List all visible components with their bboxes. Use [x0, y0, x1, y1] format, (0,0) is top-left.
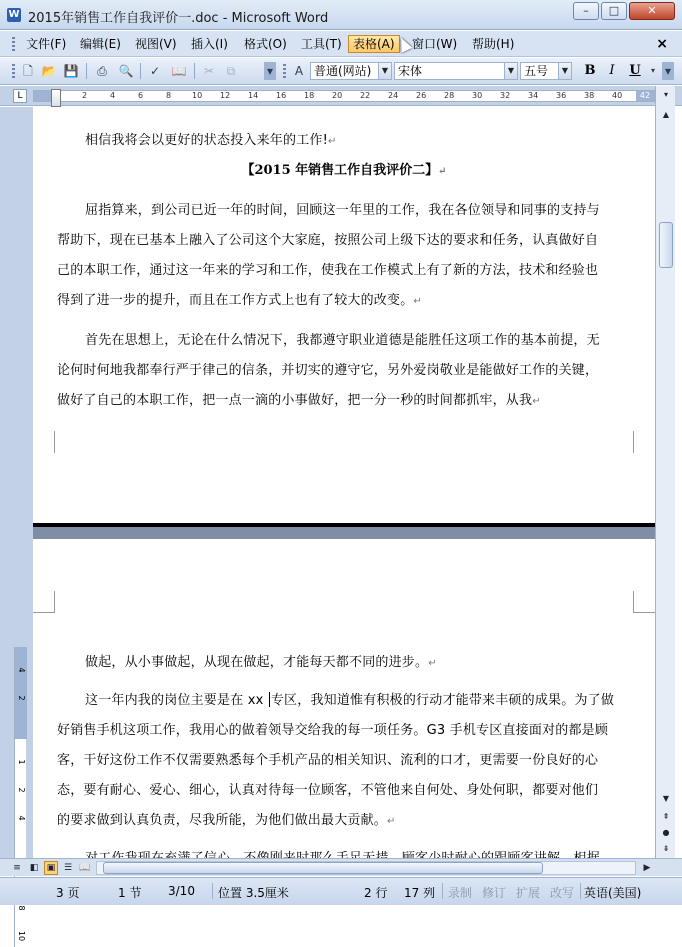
ruler-tick: 30	[472, 91, 483, 100]
status-bar	[0, 877, 682, 905]
ruler-tick: 4	[110, 91, 116, 100]
styles-formatting-icon[interactable]: A	[294, 64, 304, 78]
menu-file[interactable]: 文件(F)	[26, 37, 67, 51]
status-separator	[442, 883, 443, 899]
menu-tools[interactable]: 工具(T)	[301, 37, 342, 51]
save-icon[interactable]: 💾	[63, 64, 79, 78]
status-position: 位置 3.5厘米	[218, 886, 289, 900]
chevron-down-icon[interactable]: ▼	[558, 63, 571, 79]
page-gap	[33, 527, 655, 539]
text-line: 好销售手机这项工作，我用心的做着领导交给我的每一项任务。G3 手机专区直接面对的都是顾	[57, 723, 609, 738]
document-page[interactable]	[33, 107, 655, 523]
ruler-tick: 20	[332, 91, 343, 100]
ruler-tick: 28	[444, 91, 455, 100]
menu-view[interactable]: 视图(V)	[135, 37, 177, 51]
status-separator	[212, 883, 213, 899]
outline-view-icon[interactable]: ☰	[63, 863, 73, 873]
scroll-down-icon[interactable]: ▼	[662, 794, 670, 803]
text-line: 相信我将会以更好的状态投入来年的工作!↵	[85, 133, 337, 148]
spelling-icon[interactable]: ✓	[149, 64, 161, 78]
chevron-down-icon[interactable]: ▼	[504, 63, 517, 79]
horizontal-scroll-thumb[interactable]	[103, 862, 543, 874]
status-language[interactable]: 英语(美国)	[584, 886, 642, 900]
text-caret	[269, 692, 270, 707]
style-select[interactable]	[310, 62, 392, 80]
browse-object-icon[interactable]: ●	[662, 828, 670, 837]
close-window-button[interactable]: ✕	[629, 2, 675, 20]
menu-format[interactable]: 格式(O)	[244, 37, 287, 51]
chevron-down-icon[interactable]: ▾	[650, 66, 655, 75]
status-record[interactable]: 录制	[448, 886, 473, 900]
vruler-tick: 8	[17, 905, 26, 911]
toolbar	[0, 58, 682, 85]
status-column: 17 列	[404, 886, 436, 900]
vruler-tick: 2	[17, 787, 26, 793]
menu-table[interactable]: 表格(A)	[348, 35, 400, 53]
vertical-scrollbar[interactable]	[655, 86, 675, 858]
ruler-tick: 10	[192, 91, 203, 100]
scroll-thumb[interactable]	[659, 222, 673, 268]
text-line: 论何时何地我都奉行严于律己的信条，并切实的遵守它，另外爱岗敬业是能做好工作的关键，	[57, 363, 599, 378]
style-select-value: 普通(网站)	[314, 64, 372, 78]
scroll-up-icon[interactable]: ▲	[662, 110, 670, 119]
horizontal-scrollbar[interactable]	[96, 861, 636, 875]
ruler-tick: 38	[584, 91, 595, 100]
chevron-down-icon[interactable]: ▼	[378, 63, 391, 79]
cut-icon[interactable]: ✂	[203, 64, 215, 78]
horizontal-ruler[interactable]	[33, 90, 655, 102]
status-page: 3 页	[56, 886, 80, 900]
toolbar-options-icon[interactable]: ▾	[662, 62, 674, 80]
ruler-right-margin: 42	[636, 91, 654, 101]
ruler-tick: 16	[276, 91, 287, 100]
web-layout-icon[interactable]: ◧	[29, 863, 39, 873]
italic-button[interactable]: I	[609, 63, 615, 78]
indent-marker-handle[interactable]	[51, 89, 61, 107]
font-size-value: 五号	[524, 64, 549, 78]
status-line: 2 行	[364, 886, 388, 900]
horizontal-ruler-bar	[0, 86, 682, 106]
vruler-tick: 4	[17, 667, 26, 673]
text-line: 这一年内我的岗位主要是在 xx 专区，我知道惟有积极的行动才能带来丰硕的成果。为了做	[85, 693, 615, 708]
normal-view-icon[interactable]: ≡	[13, 863, 21, 873]
ruler-tick: 14	[248, 91, 259, 100]
left-margin-strip	[0, 107, 33, 942]
status-page-count: 3/10	[168, 884, 195, 898]
text-line: 己的本职工作，通过这一年来的学习和工作，使我在工作模式上有了新的方法，技术和经验也	[57, 263, 599, 278]
ruler-tick: 2	[82, 91, 88, 100]
section-heading: 【2015 年销售工作自我评价二】↵	[241, 163, 447, 178]
vruler-tick: 10	[17, 930, 26, 942]
ruler-tick: 32	[500, 91, 511, 100]
ruler-tick: 24	[388, 91, 399, 100]
scroll-right-icon[interactable]: ▶	[643, 863, 651, 873]
ruler-tick: 12	[220, 91, 231, 100]
menu-insert[interactable]: 插入(I)	[191, 37, 228, 51]
toolbar-separator	[194, 63, 195, 79]
margin-corner-mark	[33, 591, 55, 613]
font-select[interactable]	[394, 62, 518, 80]
ruler-tick: 36	[556, 91, 567, 100]
margin-corner-mark	[33, 431, 55, 453]
status-overtype[interactable]: 改写	[550, 886, 575, 900]
vruler-tick: 2	[17, 695, 26, 701]
toolbar-options-icon[interactable]: ▾	[264, 62, 276, 80]
document-page[interactable]	[33, 539, 655, 869]
ruler-toggle-icon[interactable]: ▾	[663, 90, 668, 99]
ruler-tick: 18	[304, 91, 315, 100]
tab-stop-selector[interactable]: L	[13, 89, 27, 103]
margin-corner-mark	[633, 591, 655, 613]
copy-icon[interactable]: ⧉	[226, 64, 236, 78]
text-line: 的要求做到认真负责，尽我所能，为他们做出最大贡献。↵	[57, 813, 396, 828]
margin-corner-mark	[633, 431, 655, 453]
previous-page-icon[interactable]: ⇞	[662, 812, 670, 821]
new-document-icon[interactable]: 🗋	[23, 64, 33, 78]
next-page-icon[interactable]: ⇟	[662, 844, 670, 853]
print-preview-icon[interactable]: 🔍	[118, 64, 134, 78]
ruler-tick: 26	[416, 91, 427, 100]
menu-grip-handle[interactable]	[12, 37, 15, 51]
status-track-changes[interactable]: 修订	[482, 886, 507, 900]
bold-button[interactable]: B	[584, 63, 596, 78]
font-size-select[interactable]	[520, 62, 572, 80]
ruler-tick: 22	[360, 91, 371, 100]
ruler-tick: 8	[166, 91, 172, 100]
maximize-button[interactable]: □	[601, 2, 627, 20]
menu-help[interactable]: 帮助(H)	[472, 37, 515, 51]
text-line: 客，干好这份工作不仅需要熟悉每个手机产品的相关知识、流利的口才，更需要一份良好的心	[57, 753, 599, 768]
status-extend[interactable]: 扩展	[516, 886, 541, 900]
horizontal-scroll-row	[0, 858, 682, 876]
minimize-button[interactable]: –	[573, 2, 599, 20]
text-line: 首先在思想上，无论在什么情况下，我都遵守职业道德是能胜任这项工作的基本前提，无	[85, 333, 600, 348]
ruler-tick: 6	[138, 91, 144, 100]
text-line: 帮助下，现在已基本上融入了公司这个大家庭，按照公司上级下达的要求和任务，认真做好自	[57, 233, 599, 248]
menu-edit[interactable]: 编辑(E)	[80, 37, 121, 51]
word-app-icon[interactable]: W	[8, 9, 20, 20]
status-section: 1 节	[118, 886, 142, 900]
menu-window[interactable]: 窗口(W)	[412, 37, 458, 51]
status-separator	[580, 883, 581, 899]
document-area[interactable]	[33, 107, 655, 858]
print-layout-icon[interactable]: ▣	[44, 861, 58, 875]
text-line: 态，要有耐心、爱心、细心，认真对待每一位顾客，不管他来自何处、身处何职，都要对他们	[57, 783, 599, 798]
vruler-tick: 1	[17, 759, 26, 765]
reading-layout-icon[interactable]: 📖	[79, 863, 91, 873]
toolbar-separator	[86, 63, 87, 79]
toolbar-grip-handle[interactable]	[283, 64, 286, 80]
text-line: 做起，从小事做起，从现在做起，才能每天都不同的进步。↵	[85, 655, 437, 670]
research-icon[interactable]: 📖	[171, 64, 187, 78]
menu-bar	[0, 31, 682, 57]
window-title: 2015年销售工作自我评价一.doc - Microsoft Word	[28, 11, 329, 26]
toolbar-grip-handle[interactable]	[12, 64, 15, 80]
title-bar	[0, 0, 682, 30]
text-line: 屈指算来，到公司已近一年的时间，回顾这一年里的工作，我在各位领导和同事的支持与	[85, 203, 600, 218]
ruler-tick: 34	[528, 91, 539, 100]
ruler-tick: 40	[612, 91, 623, 100]
print-icon[interactable]: ⎙	[97, 64, 107, 78]
open-folder-icon[interactable]: 📂	[41, 64, 57, 78]
toolbar-separator	[140, 63, 141, 79]
text-line: 做好了自己的本职工作，把一点一滴的小事做好，把一分一秒的时间都抓牢，从我↵	[57, 393, 541, 408]
font-select-value: 宋体	[398, 64, 423, 78]
close-document-icon[interactable]: ×	[656, 36, 668, 52]
text-line: 得到了进一步的提升，而且在工作方式上也有了较大的改变。↵	[57, 293, 422, 308]
underline-button[interactable]: U	[629, 63, 641, 78]
vruler-tick: 4	[17, 815, 26, 821]
